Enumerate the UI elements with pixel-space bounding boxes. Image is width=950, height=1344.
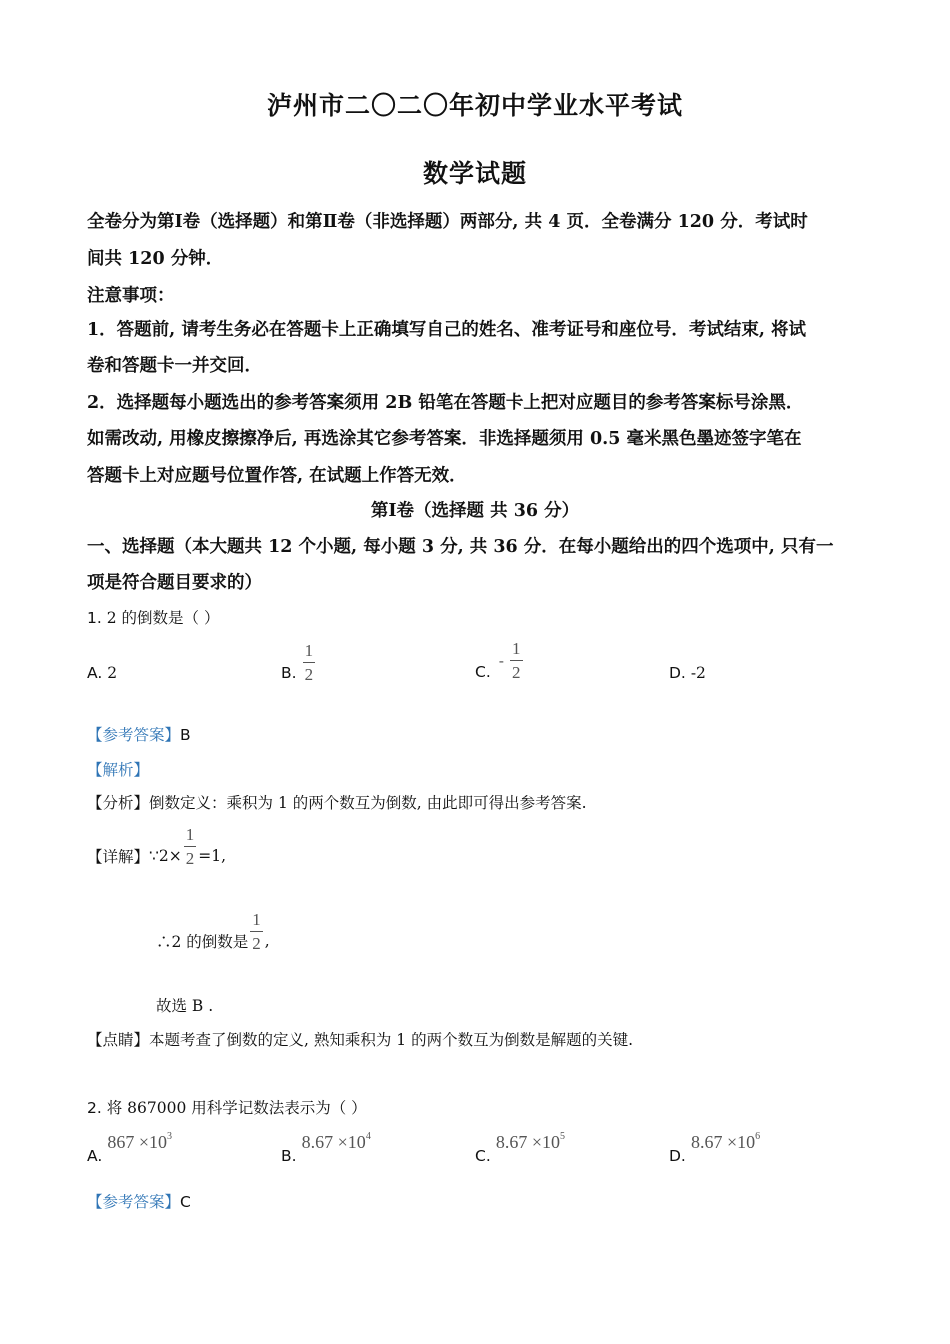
intro-line-1: 全卷分为第Ⅰ卷（选择题）和第Ⅱ卷（非选择题）两部分, 共 4 页．全卷满分 120 分．考试时: [87, 212, 808, 232]
answer-tag: 【参考答案】: [87, 1193, 181, 1211]
part1-heading: 第Ⅰ卷（选择题 共 36 分）: [370, 501, 580, 521]
fraction: [510, 640, 523, 681]
sci-base: 8.67 ×10: [301, 1132, 366, 1152]
option-letter: D.: [669, 1147, 686, 1165]
option-value: -2: [690, 664, 706, 682]
note-2-line-1: 2．选择题每小题选出的参考答案须用 2B 铅笔在答题卡上把对应题目的参考答案标号涂黑．: [87, 393, 804, 413]
answer-value: B: [180, 726, 191, 744]
note-1-line-1: 1．答题前, 请考生务必在答题卡上正确填写自己的姓名、准考证号和座位号．考试结束, 将试: [87, 320, 807, 340]
fraction-denominator: 2: [185, 849, 195, 868]
q1-analysis-tag: 【解析】: [87, 761, 150, 779]
sci-base: 8.67 ×10: [495, 1132, 560, 1152]
question-text: 2 的倒数是（ ）: [106, 609, 220, 627]
q2-option-c: [475, 1131, 565, 1165]
q1-option-a: [87, 664, 117, 682]
sci-base: 8.67 ×10: [690, 1132, 756, 1152]
fraction-denominator: 2: [252, 933, 261, 953]
therefore-pre: ∴2 的倒数是: [156, 933, 249, 951]
question-text: 将 867000 用科学记数法表示为（ ）: [106, 1099, 367, 1117]
q2-answer: [87, 1190, 191, 1212]
q1-dianjing: [87, 1028, 633, 1050]
question-2-stem: [87, 1096, 367, 1118]
note-1-line-2: 卷和答题卡一并交回．: [87, 356, 262, 376]
sci-exponent: 4: [365, 1131, 371, 1142]
option-letter: D.: [669, 664, 686, 682]
sci-notation: [496, 1132, 565, 1152]
fenxi-text: 倒数定义：乘积为 1 的两个数互为倒数, 由此即可得出参考答案.: [149, 794, 587, 812]
fraction-numerator: 1: [250, 911, 263, 932]
fraction-numerator: 1: [184, 826, 197, 847]
option-letter: B.: [281, 663, 297, 682]
detail-pre: ∵2×: [149, 846, 182, 865]
note-2-line-3: 答题卡上对应题号位置作答, 在试题上作答无效．: [87, 466, 467, 486]
detail-tag: 【详解】: [87, 847, 150, 866]
option-letter: C.: [475, 1147, 491, 1165]
question-number: 1.: [87, 609, 102, 627]
page-subtitle: 数学试题: [422, 159, 527, 188]
intro-line-2: 间共 120 分钟．: [87, 249, 224, 269]
page-title: 泸州市二〇二〇年初中学业水平考试: [266, 91, 683, 120]
fraction-numerator: 1: [510, 640, 523, 661]
fenxi-tag: 【分析】: [87, 794, 150, 812]
sci-notation: [107, 1132, 172, 1152]
q1-option-c: [475, 640, 523, 681]
note-2-line-2: 如需改动, 用橡皮擦擦净后, 再选涂其它参考答案．非选择题须用 0.5 毫米黑色墨迹签字笔在: [87, 429, 802, 449]
option-letter: B.: [281, 1147, 297, 1165]
therefore-post: ,: [264, 932, 270, 950]
section-line-1: 一、选择题（本大题共 12 个小题, 每小题 3 分, 共 36 分．在每小题给出的四个选项中, 只有一: [87, 537, 834, 557]
q1-therefore: [156, 910, 270, 952]
q1-option-b: [281, 642, 315, 683]
q2-option-b: [281, 1131, 371, 1165]
q1-choose: 故选 B .: [156, 997, 214, 1015]
answer-value: C: [180, 1193, 191, 1211]
option-letter: A.: [87, 664, 103, 682]
answer-tag: 【参考答案】: [87, 726, 181, 744]
q1-fenxi: [87, 791, 587, 813]
sci-exponent: 3: [167, 1131, 173, 1142]
option-letter: A.: [87, 1147, 103, 1165]
notes-heading: 注意事项：: [87, 286, 175, 306]
q1-answer: [87, 723, 191, 745]
section-line-2: 项是符合题目要求的）: [87, 573, 262, 593]
fraction-denominator: 2: [512, 663, 521, 682]
question-1-stem: [87, 606, 219, 628]
detail-post: =1,: [198, 846, 227, 865]
question-number: 2.: [87, 1099, 102, 1117]
dianjing-text: 本题考查了倒数的定义, 熟知乘积为 1 的两个数互为倒数是解题的关键.: [149, 1031, 634, 1049]
sci-notation: [691, 1132, 760, 1152]
dianjing-tag: 【点睛】: [87, 1031, 150, 1049]
sci-exponent: 6: [755, 1131, 761, 1142]
q1-option-d: [669, 664, 706, 682]
fraction-numerator: 1: [303, 642, 316, 663]
sci-exponent: 5: [560, 1131, 565, 1142]
q2-option-d: [669, 1131, 761, 1165]
q2-option-a: [87, 1131, 173, 1165]
option-letter: C.: [475, 662, 491, 681]
option-value: 2: [107, 664, 118, 682]
sci-base: 867 ×10: [107, 1132, 168, 1152]
fraction: [250, 911, 263, 952]
fraction: [303, 642, 316, 683]
fraction: [184, 826, 197, 867]
sci-notation: [302, 1132, 371, 1152]
minus-sign: -: [498, 651, 504, 670]
fraction-denominator: 2: [304, 665, 314, 684]
q1-detail: [87, 826, 226, 867]
